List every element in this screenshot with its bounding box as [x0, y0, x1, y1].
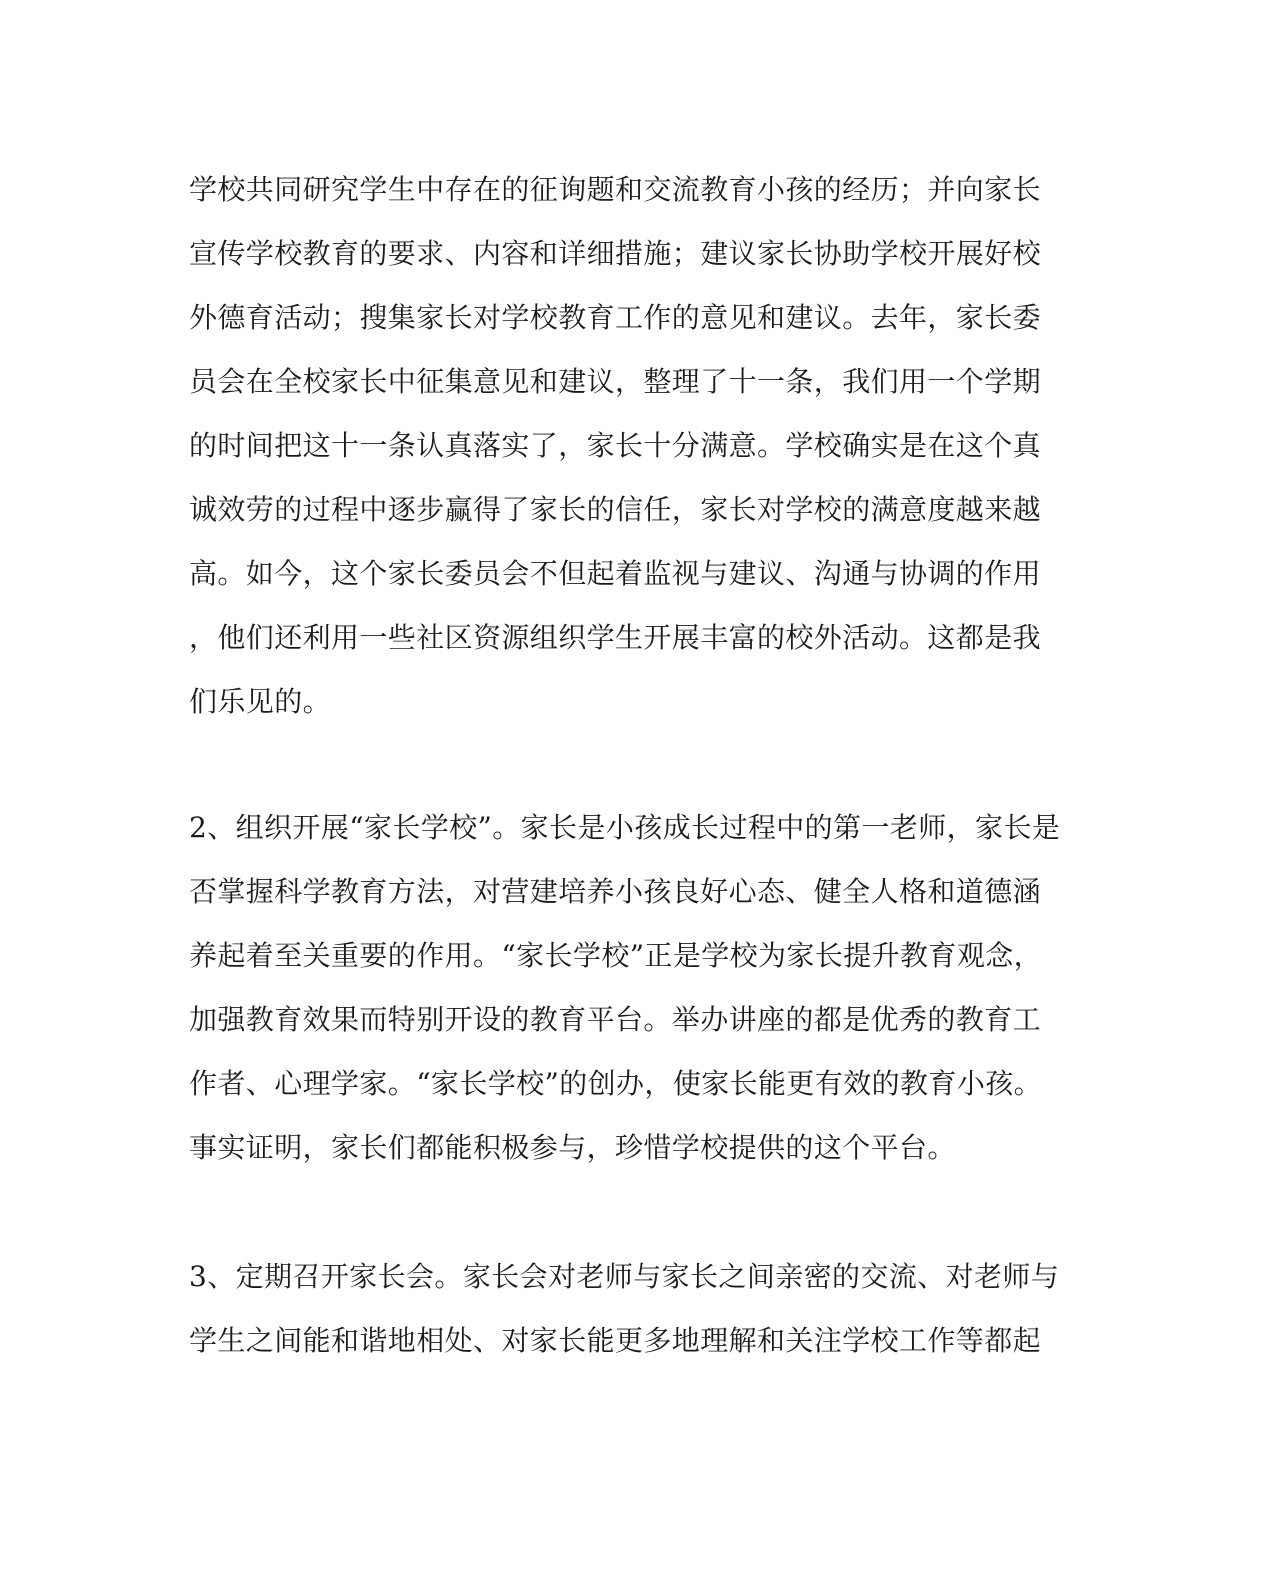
text-line: 宣传学校教育的要求、内容和详细措施；建议家长协助学校开展好校 [189, 237, 1042, 270]
text-line: 的时间把这十一条认真落实了，家长十分满意。学校确实是在这个真 [189, 429, 1042, 462]
text-line: 学校共同研究学生中存在的征询题和交流教育小孩的经历；并向家长 [189, 173, 1042, 206]
text-line: 否掌握科学教育方法，对营建培养小孩良好心态、健全人格和道德涵 [189, 875, 1042, 908]
text-line: 员会在全校家长中征集意见和建议，整理了十一条，我们用一个学期 [189, 365, 1042, 398]
text-line: 事实证明，家长们都能积极参与，珍惜学校提供的这个平台。 [189, 1131, 956, 1164]
text-line: 加强教育效果而特别开设的教育平台。举办讲座的都是优秀的教育工 [189, 1003, 1042, 1036]
text-line: 高。如今，这个家长委员会不但起着监视与建议、沟通与协调的作用 [189, 557, 1042, 590]
paragraph-parent-school [189, 796, 1089, 1180]
text-line: 外德育活动；搜集家长对学校教育工作的意见和建议。去年，家长委 [189, 301, 1042, 334]
text-line: 们乐见的。 [189, 685, 332, 718]
text-line: 2、组织开展“家长学校”。家长是小孩成长过程中的第一老师，家长是 [189, 811, 1061, 844]
text-line: 养起着至关重要的作用。“家长学校”正是学校为家长提升教育观念， [189, 939, 1043, 972]
text-line: 诚效劳的过程中逐步赢得了家长的信任，家长对学校的满意度越来越 [189, 493, 1042, 526]
paragraph-parent-committee [189, 158, 1089, 734]
paragraph-parent-meeting [189, 1245, 1089, 1373]
text-line: 学生之间能和谐地相处、对家长能更多地理解和关注学校工作等都起 [189, 1324, 1042, 1357]
text-line: 3、定期召开家长会。家长会对老师与家长之间亲密的交流、对老师与 [189, 1260, 1060, 1293]
text-line: 作者、心理学家。“家长学校”的创办，使家长能更有效的教育小孩。 [189, 1067, 1043, 1100]
text-line: ，他们还利用一些社区资源组织学生开展丰富的校外活动。这都是我 [189, 621, 1042, 654]
